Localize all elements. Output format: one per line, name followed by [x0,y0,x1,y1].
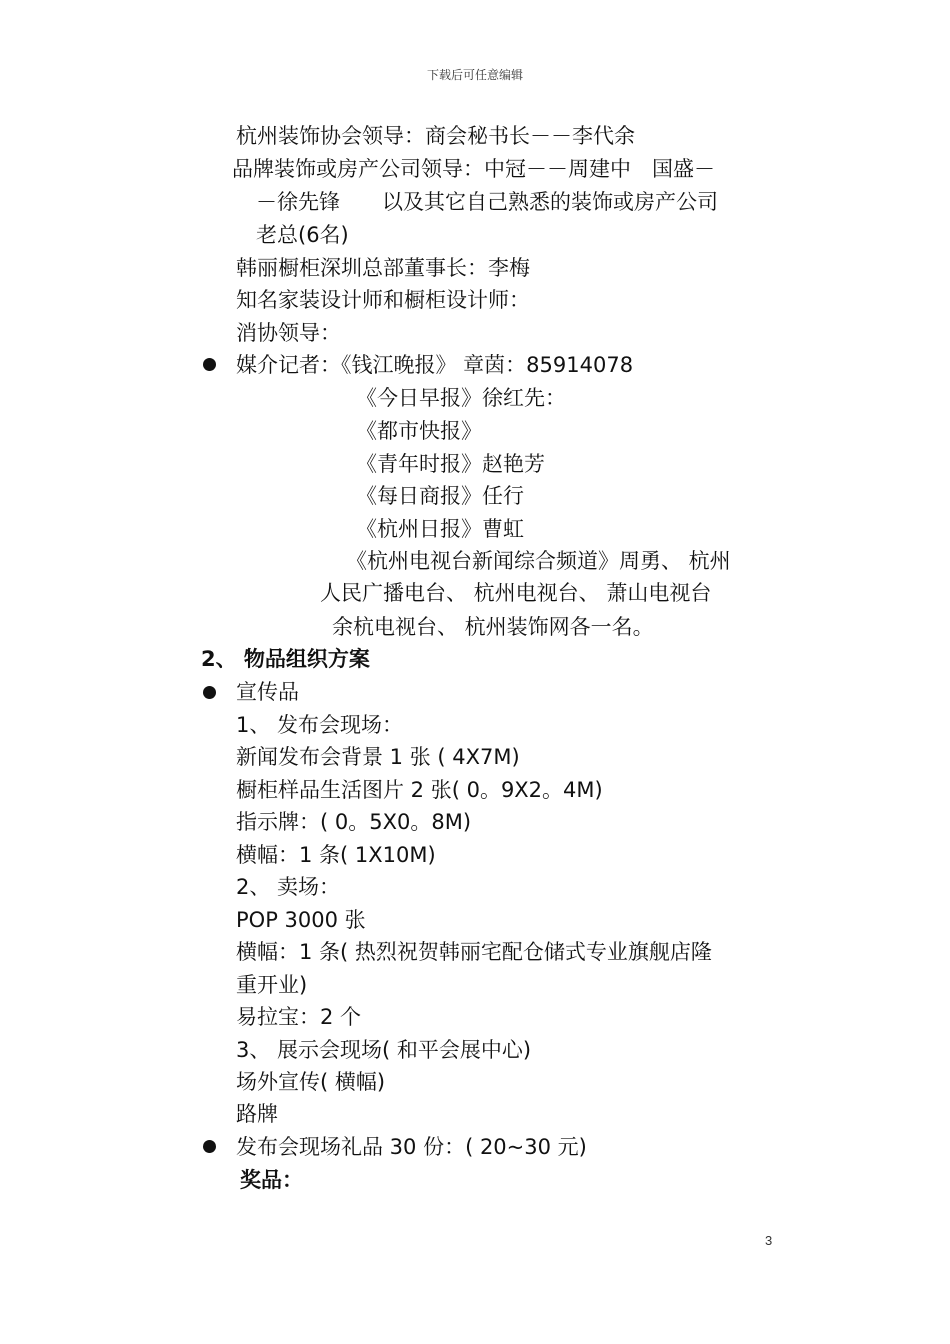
text-line: 横幅：1 条( 1X10M) [236,843,436,867]
text-line: 《都市快报》 [356,419,482,443]
text-line: 重开业) [236,973,308,997]
text-line: 指示牌：( 0。5X0。8M) [236,810,472,834]
text-line: 知名家装设计师和橱柜设计师： [236,288,530,312]
text-line: 横幅：1 条( 热烈祝贺韩丽宅配仓储式专业旗舰店隆 [236,940,712,964]
text-line: 橱柜样品生活图片 2 张( 0。9X2。4M) [236,778,603,802]
page-header-note: 下载后可任意编辑 [426,68,523,82]
bullet-icon [203,1140,216,1153]
text-line: 消协领导： [236,321,341,345]
text-line: 《每日商报》任行 [356,484,524,508]
text-line: 《杭州电视台新闻综合频道》周勇、 杭州 [346,549,731,573]
text-line: 余杭电视台、 杭州装饰网各一名。 [332,615,654,639]
text-line: 3、 展示会现场( 和平会展中心) [236,1038,532,1062]
text-line: 老总(6名) [256,223,349,247]
page-number: 3 [765,1233,773,1248]
bullet-icon [203,686,216,699]
text-line: 《杭州日报》曹虹 [356,517,524,541]
text-line: 宣传品 [236,680,299,704]
text-line: 新闻发布会背景 1 张 ( 4X7M) [236,745,520,769]
text-line: 媒介记者：《钱江晚报》 章茵：85914078 [236,353,634,377]
text-line: 《青年时报》赵艳芳 [356,452,545,476]
text-line: 奖品： [240,1168,303,1192]
text-line: －徐先锋 以及其它自己熟悉的装饰或房产公司 [256,190,718,214]
text-line: 2、 卖场： [236,875,341,899]
text-line: POP 3000 张 [236,908,366,932]
text-line: 易拉宝：2 个 [236,1005,362,1029]
text-line: 杭州装饰协会领导：商会秘书长－－李代余 [236,124,635,148]
text-line: 品牌装饰或房产公司领导：中冠－－周建中 国盛－ [232,157,715,181]
bullet-icon [203,358,216,371]
text-line: 《今日早报》徐红先： [356,386,566,410]
text-line: 场外宣传( 横幅) [236,1070,386,1094]
section-heading: 2、 物品组织方案 [201,647,370,671]
text-line: 发布会现场礼品 30 份：( 20~30 元) [236,1135,587,1159]
text-line: 人民广播电台、 杭州电视台、 萧山电视台 [320,581,712,605]
text-line: 1、 发布会现场： [236,713,404,737]
text-line: 韩丽橱柜深圳总部董事长：李梅 [236,256,530,280]
text-line: 路牌 [236,1102,278,1126]
